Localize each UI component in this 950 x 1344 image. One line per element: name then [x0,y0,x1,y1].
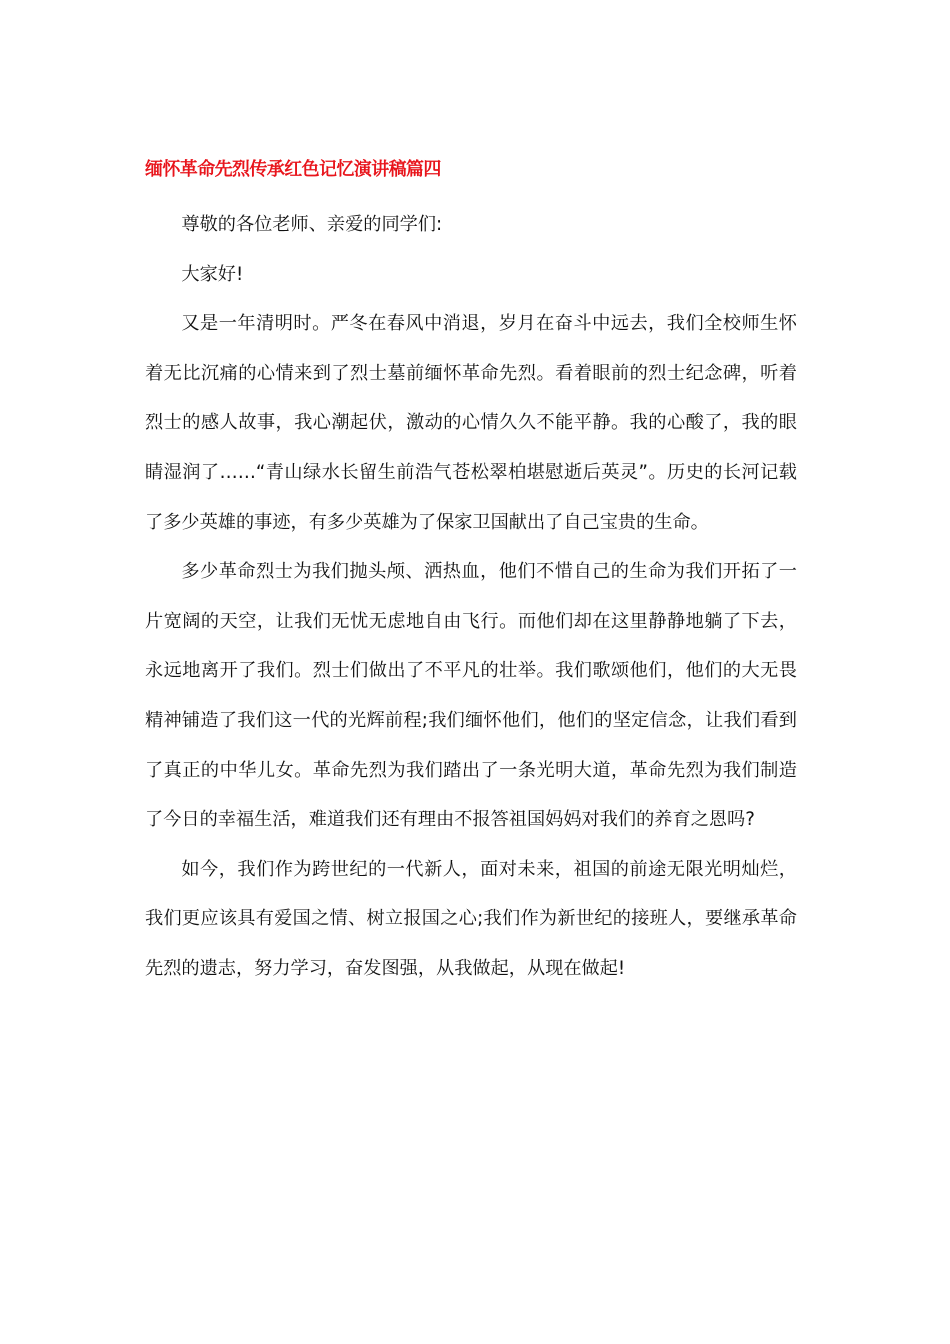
salutation-paragraph: 尊敬的各位老师、亲爱的同学们: [181,214,443,235]
document-body [145,200,797,994]
body-paragraph: 多少革命烈士为我们抛头颅、洒热血，他们不惜自己的生命为我们开拓了一片宽阔的天空，让我们无忧无虑地自由飞行。而他们却在这里静静地躺了下去，永远地离开了我们。烈士们做出了不平凡的壮举。我们歌颂他们，他们的大无畏精神铺造了我们这一代的光辉前程;我们缅怀他们，他们的坚定信念，让我们看到了真正的中华儿女。革命先烈为我们踏出了一条光明大道，革命先烈为我们制造了今日的幸福生活，难道我们还有理由不报答祖国妈妈对我们的养育之恩吗? [145,561,797,831]
document-title: 缅怀革命先烈传承红色记忆演讲稿篇四 [145,159,441,180]
body-paragraph: 如今，我们作为跨世纪的一代新人，面对未来，祖国的前途无限光明灿烂，我们更应该具有爱国之情、树立报国之心;我们作为新世纪的接班人，要继承革命先烈的遗志，努力学习，奋发图强，从我做起，从现在做起! [145,858,797,979]
greeting-paragraph: 大家好! [181,263,244,285]
body-paragraph: 又是一年清明时。严冬在春风中消退，岁月在奋斗中远去，我们全校师生怀着无比沉痛的心情来到了烈士墓前缅怀革命先烈。看着眼前的烈士纪念碑，听着烈士的感人故事，我心潮起伏，激动的心情久久不能平静。我的心酸了，我的眼睛湿润了……“青山绿水长留生前浩气苍松翠柏堪慰逝后英灵”。历史的长河记载了多少英雄的事迹，有多少英雄为了保家卫国献出了自己宝贵的生命。 [145,313,797,533]
